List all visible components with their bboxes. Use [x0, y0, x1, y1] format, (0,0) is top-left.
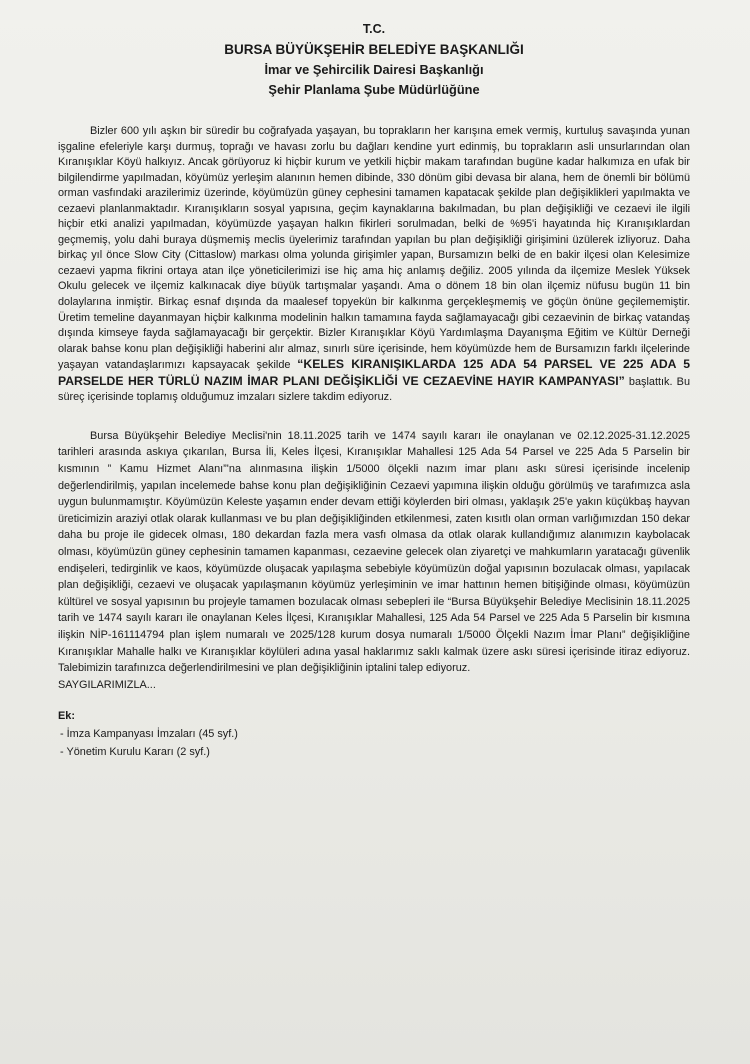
header-tc: T.C. — [362, 22, 386, 36]
header-department: İmar ve Şehircilik Dairesi Başkanlığı — [264, 62, 484, 77]
closing-salutation: SAYGILARIMIZLA... — [58, 678, 156, 691]
body-paragraph-2: Bursa Büyükşehir Belediye Meclisi'nin 18.11.2025 tarih ve 1474 sayılı kararı ile onaylanan ve 02.12.2025-31.12.2025 tarihleri arasında askıya çıkarılan, Bursa İli, Keles İlçesi, Kıranışıklar Mahallesi 125 Ada 54 Parsel ve 225 Ada 5 Parselin bir kısmının ” Kamu Hizmet Alanı”'na alınmasına ilişkin 1/5000 ölçekli nazım imar planı askı süresi içerisinde incelenip değerlendirilmiş, yapılan incelemede bahse konu plan değişikliğinin Cezaevi yapımına ilişkin olduğu görülmüş ve tarafımızca asla uygun bulunmamıştır. Köyümüzün Keleste yaşamın ender devam ettiği köylerden biri olması, yaklaşık 25'e yakın küçükbaş hayvan üreticimizin araziyi otlak olarak kullanması ve bu plan değişikliğinden etkilenmesi, zaten kısıtlı olan orman varlığımızdan 150 dekar daha bu proje ile gidecek olması, 180 dekardan fazla mera vasfı olmasa da otlak olarak kullandığımız alanımızın kaybolacak olması, köyümüzün güney cephesinin tamamen kapanması, cezaevine gelecek olan ziyaretçi ve mahkumların yaratacağı güvenlik endişeleri, tedirginlik ve kaos, köyümüzde oluşacak yapılaşma sebebiyle köyümüzün doğal yapısının bozulacak olması, yapılacak plan değişikliği, cezaevi ve oluşacak yapılaşmanın köyümüz yerleşiminin ve imar hattının hemen bitişiğinde olması, köyümüzün kültürel ve sosyal yapısının bu projeyle tamamen bozulacak olması sebepleri ile “Bursa Büyükşehir Belediye Meclisinin 18.11.2025 tarih ve 1474 sayılı kararı ile onaylanan Keles İlçesi, Kıranışıklar Mahallesi, 125 Ada 54 Parsel ve 225 Ada 5 Parselin bir kısmına ilişkin NİP-161114794 plan işlem numaralı ve 2025/128 kurum dosya numaralı 1/5000 Ölçekli Nazım İmar Planı” değişikliğine Kıranışıklar Mahalle halkı ve Kıranışıklar köylüleri adına yasal haklarımız saklı kalmak üzere askı süresi içerisinde itiraz ediyoruz. Talebimizin tarafınızca değerlendirilmesini ve plan değişikliğinin iptalini talep ediyoruz. — [58, 429, 690, 675]
header-municipality: BURSA BÜYÜKŞEHİR BELEDİYE BAŞKANLIĞI — [224, 42, 524, 57]
attachments-list — [58, 707, 690, 761]
paragraph-1-tail: başlattık. Bu süreç içerisinde toplamış olduğumuz imzaları sizlere takdim ediyoruz. — [58, 375, 690, 404]
campaign-title: “KELES KIRANIŞIKLARDA 125 ADA 54 PARSEL VE 225 ADA 5 PARSELDE HER TÜRLÜ NAZIM İMAR PLANI DEĞİŞİKLİĞİ VE CEZAEVİNE HAYIR KAMPANYASI” — [58, 357, 690, 388]
letter-header — [58, 22, 690, 97]
body-paragraph-1 — [58, 124, 690, 406]
attachments-title: Ek: — [58, 709, 75, 722]
paragraph-1-text: Bizler 600 yılı aşkın bir süredir bu coğrafyada yaşayan, bu toprakların her karışına emek vermiş, kurtuluş savaşında yunan işgaline efeleriyle karşı durmuş, toprağı ve havası zorlu bu dağları kendine yurt edinmiş, bu toprakların asli unsurlarından olan Kıranışıklar Köyü halkıyız. Ancak görüyoruz ki hiçbir kurum ve yetkili hiçbir makam tarafından bugüne kadar halkımıza en ufak bir bilgilendirme yapılmadan, köyümüz yerleşim alanının hemen dibinde, 330 dönüm gibi devasa bir alana, hem de önemli bir bölümü orman vasfındaki arazilerimiz üzerinde, köyümüzün güney cephesini tamamen kapatacak şekilde plan değişiklikleri yapılmakta ve cezaevi planlanmaktadır. Kıranışıkların sosyal yapısına, geçim kaynaklarına bakılmadan, bu plan değişikliği ve cezaevi ile ilgili hiçbir etki analizi yapılmadan, köyümüzde yaşayan halkın fikirleri sorulmadan, belki de %95'i hayatında hiç Kıranışıklardan geçmemiş, yolu dahi buraya düşmemiş meclis üyelerimiz tarafından yapılan bu plan değişikliği girişimini üzülerek izliyoruz. Daha birkaç yıl önce Slow City (Cittaslow) markası olma yolunda girişimler yapan, Bursamızın belki de en bakir ilçesi olan Kelesimize cezaevi yapma fikrini ortaya atan ilçe yöneticilerimizi ise hiç ama hiç anlamış değiliz. 2005 yılında da ilçemize Meslek Yüksek Okulu gelecek ve ilçemiz kalkınacak diye büyük tartışmalar yaşandı. Ama o dönem 18 bin olan ilçemiz nüfusu bugün 11 bin dolaylarına inmiştir. Birkaç esnaf dışında da maalesef topyekün bir kalkınma gerçekleşmemiş ve göçün önüne geçilememiştir. Üretim temeline dayanmayan hiçbir kalkınma modelinin halkın tamamına fayda sağlamayacağı gibi cezaevinin de birkaç vatandaş dışında kimseye fayda sağlamayacağı bir gerçektir. Bizler Kıranışıklar Köyü Yardımlaşma Dayanışma Eğitim ve Kültür Derneği olarak bahse konu plan değişikliği haberini alır almaz, sınırlı süre içerisinde, hem köyümüzde hem de Bursamızın farklı ilçelerinde yaşayan vatandaşlarımızı kapsayacak şekilde — [58, 125, 690, 372]
header-branch: Şehir Planlama Şube Müdürlüğüne — [268, 82, 480, 97]
attachment-item: - İmza Kampanyası İmzaları (45 syf.) — [60, 727, 238, 740]
attachment-item: - Yönetim Kurulu Kararı (2 syf.) — [60, 745, 210, 758]
